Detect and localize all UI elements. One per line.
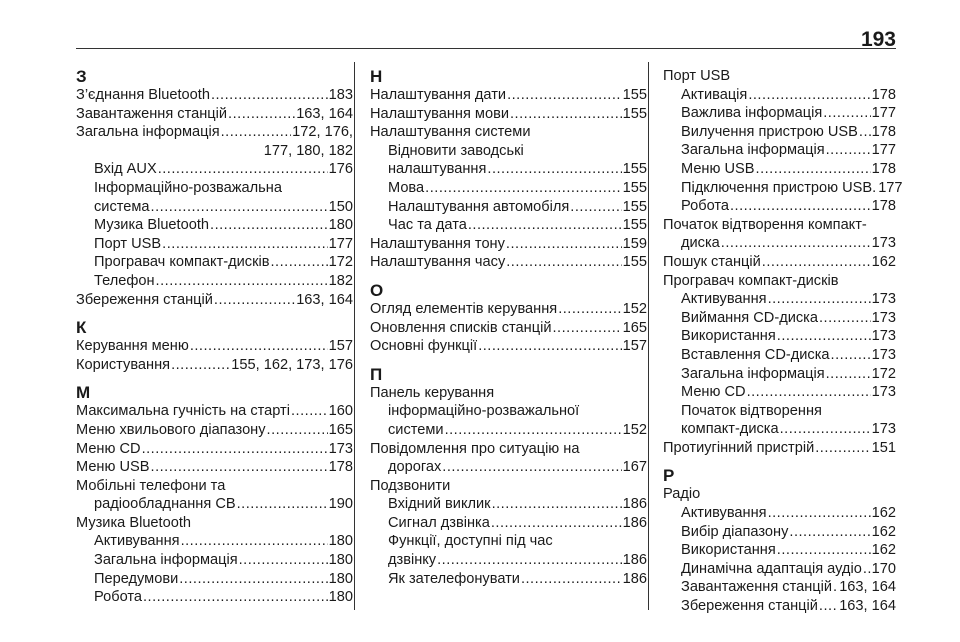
dot-leader: [859, 123, 871, 142]
entry-text: Початок відтворення: [681, 402, 822, 419]
entry-page-ref: 186: [622, 496, 647, 513]
entry-text: Панель керування: [370, 384, 495, 401]
entry-page-ref: 178: [871, 160, 896, 177]
dot-leader: [552, 319, 621, 338]
index-letter-heading: Н: [370, 67, 383, 86]
dot-leader: [179, 570, 327, 589]
index-entry-heading: [663, 485, 896, 504]
index-entry: [370, 235, 647, 254]
index-entry: [663, 141, 896, 160]
index-entry: [663, 234, 896, 253]
entry-text: Максимальна гучність на старті: [76, 403, 290, 420]
dot-leader: [211, 86, 328, 105]
index-entry: [370, 495, 647, 514]
index-entry: [663, 104, 896, 123]
entry-page-ref: 172: [871, 365, 896, 382]
entry-page-ref: 165: [622, 319, 647, 336]
entry-text: Радіо: [663, 486, 701, 503]
entry-text: Вибір діапазону: [681, 523, 789, 540]
index-letter-heading: О: [370, 280, 384, 300]
entry-page-ref: 155: [622, 254, 647, 271]
column-divider: [354, 62, 355, 610]
entry-text: З’єднання Bluetooth: [76, 87, 210, 103]
entry-text: Завантаження станцій: [681, 579, 833, 596]
dot-leader: [721, 234, 871, 253]
entry-page-ref: 170: [871, 560, 896, 577]
entry-page-ref: 182: [328, 272, 353, 289]
index-column-2: [370, 67, 647, 588]
dot-leader: [558, 300, 621, 319]
entry-text: Музика Bluetooth: [76, 514, 192, 531]
index-entry: [76, 421, 353, 440]
dot-leader: [468, 216, 622, 235]
dot-leader: [487, 160, 621, 179]
index-entry: [663, 560, 896, 579]
index-entry: [76, 123, 353, 142]
entry-text: Меню USB: [76, 459, 150, 476]
index-entry-heading: [663, 402, 896, 421]
index-entry: [663, 523, 896, 542]
dot-leader: [826, 141, 871, 160]
entry-text: Порт USB: [94, 235, 162, 252]
dot-leader: [151, 458, 328, 477]
entry-page-ref: 173: [871, 328, 896, 345]
entry-page-ref: 172: [328, 254, 353, 271]
dot-leader: [437, 551, 622, 570]
index-column-1: [76, 67, 353, 607]
dot-leader: [442, 458, 621, 477]
dot-leader: [863, 560, 871, 579]
dot-leader: [762, 253, 871, 272]
dot-leader: [492, 495, 622, 514]
entry-text: Налаштування мови: [370, 105, 509, 122]
index-entry: [76, 588, 353, 607]
index-entry: [663, 327, 896, 346]
index-entry: [663, 365, 896, 384]
dot-leader: [521, 570, 622, 589]
dot-leader: [819, 309, 871, 328]
index-letter-heading: К: [76, 318, 87, 338]
dot-leader: [237, 495, 328, 514]
entry-page-ref: 165: [328, 421, 353, 438]
entry-text: Загальна інформація: [76, 124, 220, 141]
entry-page-ref: 160: [328, 403, 353, 420]
entry-page-ref: 152: [622, 421, 647, 438]
entry-page-ref: 151: [871, 439, 896, 456]
dot-leader: [747, 383, 871, 402]
entry-text: Налаштування тону: [370, 235, 505, 252]
index-entry: [663, 439, 896, 458]
header-rule: [76, 48, 896, 49]
entry-text: Меню CD: [76, 440, 141, 457]
index-entry: [370, 337, 647, 356]
index-entry-heading: [76, 179, 353, 198]
column-divider: [648, 62, 649, 610]
entry-text: Основні функції: [370, 338, 478, 355]
index-entry-heading: [370, 440, 647, 459]
entry-text: Мова: [388, 179, 425, 196]
index-entry: [76, 198, 353, 217]
entry-page-ref: 155: [622, 198, 647, 215]
entry-page-ref: 163, 164: [839, 598, 896, 615]
index-entry: [76, 105, 353, 124]
dot-leader: [181, 532, 328, 551]
index-entry: [663, 541, 896, 560]
entry-page-ref: 180: [328, 217, 353, 234]
entry-text: Вхідний виклик: [388, 496, 491, 513]
entry-text: Налаштування системи: [370, 124, 531, 141]
index-entry: [663, 123, 896, 142]
index-entry: [76, 402, 353, 421]
dot-leader: [510, 105, 622, 124]
entry-page-ref: 178: [871, 86, 896, 103]
entry-text: Час та дата: [388, 217, 467, 234]
index-entry: [76, 440, 353, 459]
index-entry: [663, 420, 896, 439]
index-entry: [76, 337, 353, 356]
entry-page-ref: 152: [622, 300, 647, 317]
entry-page-ref: 177: [878, 179, 903, 196]
entry-text: Активація: [681, 86, 748, 103]
index-entry: [370, 300, 647, 319]
entry-page-ref: 186: [622, 552, 647, 569]
entry-page-ref: 150: [328, 198, 353, 215]
dot-leader: [425, 179, 621, 198]
entry-page-ref: 167: [622, 459, 647, 476]
page-number: 193: [860, 28, 896, 51]
dot-leader: [267, 421, 328, 440]
dot-leader: [748, 86, 870, 105]
index-entry: [76, 356, 353, 375]
entry-text: Оновлення списків станцій: [370, 319, 552, 336]
dot-leader: [506, 253, 621, 272]
entry-text: Функції, доступні під час: [388, 533, 553, 550]
entry-text: Сигнал дзвінка: [388, 514, 490, 531]
index-entry-heading: [663, 272, 896, 291]
index-entry: [663, 578, 896, 597]
entry-page-ref: 190: [328, 496, 353, 513]
entry-page-ref: 186: [622, 570, 647, 587]
index-entry: [76, 495, 353, 514]
index-entry: [370, 514, 647, 533]
entry-text: Огляд елементів керування: [370, 300, 558, 317]
dot-leader: [478, 337, 621, 356]
dot-leader: [777, 327, 871, 346]
index-entry: [663, 504, 896, 523]
dot-leader: [190, 337, 328, 356]
dot-leader: [789, 523, 870, 542]
entry-text: Активування: [94, 533, 180, 550]
index-entry-heading: [663, 216, 896, 235]
entry-page-ref: 180: [328, 552, 353, 569]
index-entry: [76, 532, 353, 551]
index-entry: [370, 570, 647, 589]
dot-leader: [210, 216, 328, 235]
dot-leader: [151, 198, 328, 217]
entry-text: Як зателефонувати: [388, 570, 520, 587]
dot-leader: [291, 402, 328, 421]
entry-page-ref: 155: [622, 217, 647, 234]
index-entry: [370, 421, 647, 440]
entry-text: Робота: [681, 198, 729, 215]
entry-page-ref: 155: [622, 87, 647, 103]
index-entry-heading: [76, 514, 353, 533]
entry-text: Загальна інформація: [94, 552, 238, 569]
dot-leader: [507, 86, 622, 105]
entry-text: Вхід AUX: [94, 161, 157, 178]
entry-text: Використання: [681, 542, 776, 559]
entry-page-ref: 162: [871, 505, 896, 522]
index-entry-heading: [370, 532, 647, 551]
dot-leader: [780, 420, 871, 439]
entry-text: Робота: [94, 589, 142, 606]
dot-leader: [826, 365, 871, 384]
entry-text: Вставлення CD-диска: [681, 346, 830, 363]
index-entry: [76, 551, 353, 570]
dot-leader: [491, 514, 622, 533]
dot-leader: [162, 235, 327, 254]
entry-page-ref: 162: [871, 523, 896, 540]
dot-leader: [239, 551, 328, 570]
entry-text: Підключення пристрою USB.: [681, 179, 877, 196]
entry-text: Динамічна адаптація аудіо: [681, 560, 862, 577]
index-entry-heading: [370, 142, 647, 161]
entry-page-ref: 155: [622, 179, 647, 196]
index-entry: [370, 160, 647, 179]
entry-text: Порт USB: [663, 68, 731, 84]
entry-page-ref: 157: [622, 338, 647, 355]
entry-text: Програвач компакт-дисків: [663, 272, 839, 289]
entry-text: Збереження станцій: [76, 291, 213, 308]
entry-page-ref: 173: [871, 346, 896, 363]
entry-page-ref: 180: [328, 589, 353, 606]
index-entry: [663, 309, 896, 328]
entry-text: дзвінку: [388, 552, 437, 569]
entry-page-ref: 177: [871, 105, 896, 122]
entry-text: Активування: [681, 291, 767, 308]
index-entry: [76, 570, 353, 589]
entry-page-ref: 177: [871, 142, 896, 159]
dot-leader: [158, 160, 328, 179]
entry-text: інформаційно-розважальної: [388, 403, 580, 420]
dot-leader: [768, 504, 871, 523]
index-entry: [76, 160, 353, 179]
entry-page-ref: 162: [871, 253, 896, 270]
entry-text: Телефон: [94, 272, 155, 289]
index-entry: [370, 551, 647, 570]
dot-leader: [228, 105, 295, 124]
index-entry: [76, 272, 353, 291]
entry-text: Мобільні телефони та: [76, 477, 226, 494]
entry-page-ref: 176: [328, 161, 353, 178]
entry-page-ref: 155: [622, 161, 647, 178]
index-entry: [370, 86, 647, 105]
entry-text: радіообладнання CB: [94, 496, 236, 513]
index-column-3: [663, 67, 903, 616]
entry-page-ref: 186: [622, 514, 647, 531]
index-entry-heading: [370, 384, 647, 403]
entry-page-ref: 155: [622, 105, 647, 122]
dot-leader: [156, 272, 328, 291]
entry-text: дорогах: [388, 459, 442, 476]
entry-text: Протиугінний пристрій: [663, 439, 815, 456]
dot-leader: [831, 346, 871, 365]
index-entry: [76, 216, 353, 235]
dot-leader: [815, 439, 870, 458]
index-entry: [370, 105, 647, 124]
index-entry: [663, 597, 896, 616]
index-entry: [663, 179, 903, 198]
entry-text: Завантаження станцій: [76, 105, 228, 122]
dot-leader: [270, 253, 327, 272]
entry-text: Програвач компакт-дисків: [94, 254, 270, 271]
index-entry-heading: [370, 123, 647, 142]
entry-page-ref: 162: [871, 542, 896, 559]
entry-text: Початок відтворення компакт-: [663, 216, 867, 233]
entry-text: Вилучення пристрою USB: [681, 123, 858, 140]
index-entry: [663, 160, 896, 179]
entry-text: Відновити заводські: [388, 142, 524, 159]
index-entry: [370, 253, 647, 272]
entry-text: Користування: [76, 356, 171, 373]
index-entry: [76, 458, 353, 477]
entry-text: Меню USB: [681, 160, 755, 177]
index-entry: [663, 253, 896, 272]
entry-text: Збереження станцій: [681, 598, 818, 615]
entry-text: системи: [388, 421, 444, 438]
index-entry: [663, 86, 896, 105]
entry-page-ref: 155, 162, 173, 176: [231, 356, 353, 373]
entry-page-ref: 173: [871, 291, 896, 308]
index-page-continuation: 177, 180, 182: [263, 142, 353, 159]
index-entry: [370, 458, 647, 477]
index-entry: [76, 291, 353, 310]
entry-text: Загальна інформація: [681, 142, 825, 159]
index-entry: [663, 383, 896, 402]
entry-page-ref: 178: [328, 459, 353, 476]
index-entry: [663, 197, 896, 216]
entry-text: Налаштування автомобіля: [388, 198, 570, 215]
entry-text: Пошук станцій: [663, 253, 761, 270]
entry-text: Використання: [681, 328, 776, 345]
entry-text: Передумови: [94, 570, 179, 587]
entry-text: Активування: [681, 505, 767, 522]
entry-page-ref: 180: [328, 533, 353, 550]
dot-leader: [730, 197, 871, 216]
index-entry: [663, 290, 896, 309]
entry-text: Керування меню: [76, 338, 189, 355]
index-entry: [370, 198, 647, 217]
dot-leader: [214, 291, 295, 310]
entry-page-ref: 183: [328, 87, 353, 103]
entry-page-ref: 173: [871, 421, 896, 438]
index-letter-heading: М: [76, 383, 91, 403]
dot-leader: [171, 356, 230, 375]
entry-text: Загальна інформація: [681, 365, 825, 382]
entry-text: Подзвонити: [370, 477, 451, 494]
index-entry: [370, 179, 647, 198]
entry-page-ref: 163, 164: [296, 291, 353, 308]
entry-page-ref: 163, 164: [839, 579, 896, 596]
entry-page-ref: 173: [871, 309, 896, 326]
index-letter-heading: П: [370, 364, 383, 384]
entry-page-ref: 178: [871, 198, 896, 215]
dot-leader: [445, 421, 622, 440]
dot-leader: [506, 235, 622, 254]
entry-page-ref: 173: [871, 384, 896, 401]
index-letter-heading: З: [76, 67, 87, 86]
dot-leader: [833, 578, 838, 597]
dot-leader: [819, 597, 838, 616]
entry-text: компакт-диска: [681, 421, 779, 438]
entry-text: Виймання CD-диска: [681, 309, 818, 326]
entry-text: Повідомлення про ситуацію на: [370, 440, 580, 457]
entry-page-ref: 178: [871, 123, 896, 140]
dot-leader: [823, 104, 870, 123]
dot-leader: [221, 123, 292, 142]
entry-text: Важлива інформація: [681, 105, 823, 122]
index-letter-heading: Р: [663, 466, 675, 486]
index-entry-heading: [370, 402, 647, 421]
entry-text: Інформаційно-розважальна: [94, 179, 282, 196]
index-entry: [370, 319, 647, 338]
entry-page-ref: 157: [328, 338, 353, 355]
index-entry-heading: [76, 477, 353, 496]
entry-page-ref: 159: [622, 235, 647, 252]
dot-leader: [142, 440, 328, 459]
index-entry: [76, 86, 353, 105]
index-entry-heading: [370, 477, 647, 496]
index-entry-heading: [663, 67, 896, 86]
dot-leader: [143, 588, 328, 607]
entry-text: система: [94, 198, 150, 215]
dot-leader: [570, 198, 621, 217]
entry-page-ref: 163, 164: [296, 105, 353, 122]
entry-text: Налаштування часу: [370, 254, 506, 271]
entry-page-ref: 173: [328, 440, 353, 457]
entry-text: Музика Bluetooth: [94, 217, 210, 234]
entry-text: диска: [681, 235, 720, 252]
index-entry: [663, 346, 896, 365]
entry-text: Меню CD: [681, 384, 746, 401]
dot-leader: [756, 160, 871, 179]
dot-leader: [768, 290, 871, 309]
dot-leader: [777, 541, 871, 560]
entry-page-ref: 172, 176,: [292, 124, 353, 141]
index-entry: [370, 216, 647, 235]
index-entry: [76, 235, 353, 254]
entry-page-ref: 177: [328, 235, 353, 252]
entry-text: Меню хвильового діапазону: [76, 421, 266, 438]
entry-page-ref: 180: [328, 570, 353, 587]
entry-text: налаштування: [388, 161, 487, 178]
entry-text: Налаштування дати: [370, 87, 507, 103]
entry-page-ref: 173: [871, 235, 896, 252]
index-entry: [76, 253, 353, 272]
